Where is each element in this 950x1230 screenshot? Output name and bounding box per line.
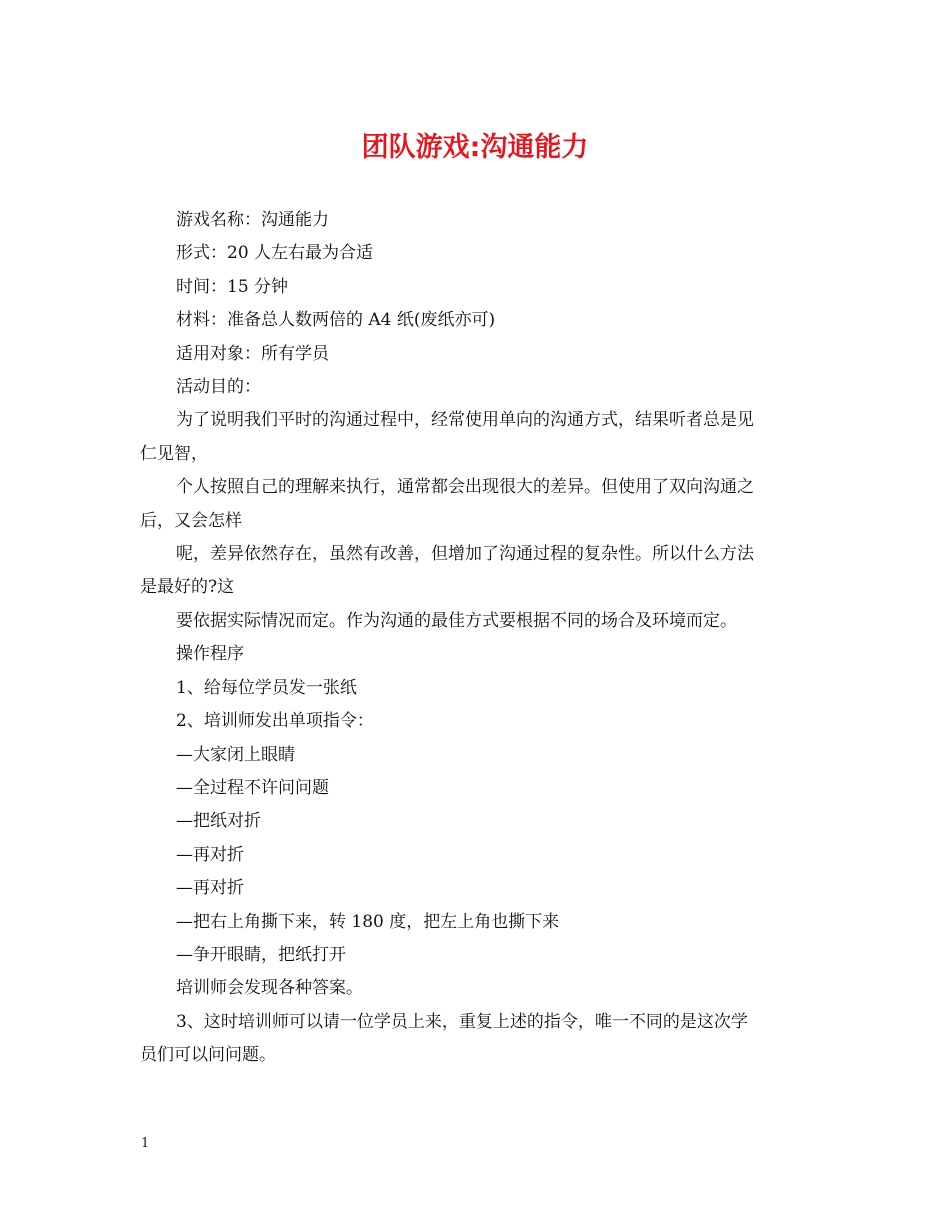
paragraph-line: —再对折 xyxy=(176,844,244,865)
paragraph-line: 形式：20 人左右最为合适 xyxy=(176,243,374,264)
paragraph-line: —把右上角撕下来，转 180 度，把左上角也撕下来 xyxy=(176,911,560,932)
paragraph-line: 活动目的： xyxy=(176,377,261,398)
paragraph-line: 材料：准备总人数两倍的 A4 纸(废纸亦可) xyxy=(176,310,496,331)
page-number: 1 xyxy=(141,1136,150,1151)
paragraph-line: 3、这时培训师可以请一位学员上来，重复上述的指令，唯一不同的是这次学 xyxy=(176,1011,748,1032)
page-title: 团队游戏:沟通能力 xyxy=(361,132,589,163)
paragraph-line: 游戏名称：沟通能力 xyxy=(176,210,329,230)
paragraph-line: 培训师会发现各种答案。 xyxy=(176,978,363,999)
document-body xyxy=(140,204,812,1073)
paragraph-line: 1、给每位学员发一张纸 xyxy=(176,677,357,698)
paragraph-line: —再对折 xyxy=(176,878,244,899)
paragraph-line: 要依据实际情况而定。作为沟通的最佳方式要根据不同的场合及环境而定。 xyxy=(176,610,737,631)
paragraph-line: 2、培训师发出单项指令： xyxy=(176,711,374,732)
paragraph-line: 员们可以问问题。 xyxy=(140,1045,276,1066)
paragraph-line: —把纸对折 xyxy=(176,811,261,832)
paragraph-line: 时间：15 分钟 xyxy=(176,276,289,297)
paragraph-line: 仁见智， xyxy=(140,443,208,464)
paragraph-line: 是最好的?这 xyxy=(140,577,235,598)
paragraph-line: 个人按照自己的理解来执行，通常都会出现很大的差异。但使用了双向沟通之 xyxy=(176,477,754,498)
paragraph-line: 适用对象：所有学员 xyxy=(176,343,329,364)
paragraph-line: —争开眼睛，把纸打开 xyxy=(176,944,346,965)
paragraph-line: 呢，差异依然存在，虽然有改善，但增加了沟通过程的复杂性。所以什么方法 xyxy=(176,544,754,565)
paragraph-line: 后，又会怎样 xyxy=(140,510,242,531)
paragraph-line: —大家闭上眼睛 xyxy=(176,744,295,765)
paragraph-line: 为了说明我们平时的沟通过程中，经常使用单向的沟通方式，结果听者总是见 xyxy=(176,410,754,431)
paragraph-line: 操作程序 xyxy=(176,644,244,665)
paragraph-line: —全过程不许问问题 xyxy=(176,777,329,798)
